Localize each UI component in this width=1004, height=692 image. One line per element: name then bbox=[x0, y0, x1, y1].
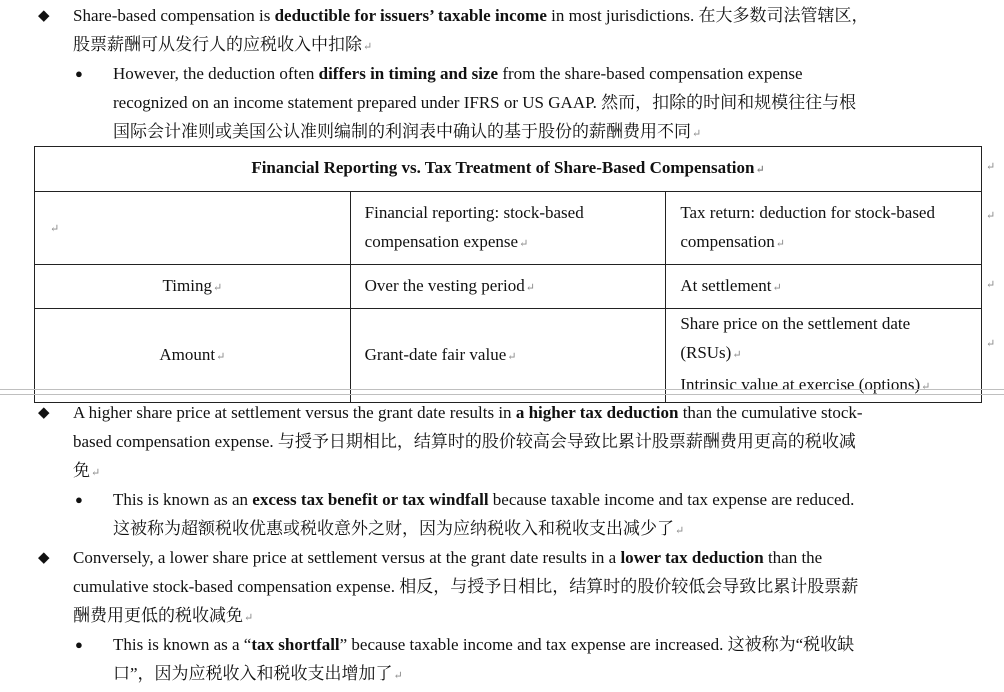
sub-paragraph-2-line-2 bbox=[113, 517, 684, 543]
paragraph-2-line-3 bbox=[73, 459, 100, 485]
paragraph-mark-icon: ↵ bbox=[216, 350, 226, 363]
text-run: However, the deduction often bbox=[113, 64, 319, 83]
paragraph-mark-icon: ↵ bbox=[50, 223, 60, 235]
paragraph-mark-icon: ↵ bbox=[212, 281, 223, 294]
paragraph-1-line-1 bbox=[73, 4, 868, 28]
comparison-table bbox=[34, 146, 982, 403]
text-run: 国际会计准则或美国公认准则编制的利润表中确认的基于股份的薪酬费用不同 bbox=[113, 122, 691, 141]
bold-text-run: lower tax deduction bbox=[620, 548, 764, 567]
row-end-mark-icon: ↵ bbox=[986, 338, 996, 350]
paragraph-mark-icon: ↵ bbox=[755, 164, 765, 176]
table-title bbox=[35, 147, 982, 192]
paragraph-3-line-2 bbox=[73, 575, 858, 599]
sub-paragraph-2-line-1 bbox=[113, 488, 854, 512]
paragraph-3-line-1 bbox=[73, 546, 822, 570]
paragraph-mark-icon: ↵ bbox=[772, 281, 782, 294]
dot-bullet-icon: ● bbox=[75, 66, 83, 81]
cell-text: Intrinsic value at exercise (options) bbox=[680, 375, 921, 394]
sub-paragraph-1-line-1 bbox=[113, 62, 803, 86]
text-run: 免 bbox=[73, 461, 90, 480]
page-break-divider bbox=[0, 389, 1004, 395]
text-run: 酬费用更低的税收减免 bbox=[73, 606, 243, 625]
bold-text-run: deductible for issuers’ taxable income bbox=[274, 6, 547, 25]
text-run: cumulative stock-based compensation expense. 相反，与授予日相比，结算时的股价较低会导致比累计股票薪 bbox=[73, 577, 859, 596]
bold-text-run: a higher tax deduction bbox=[515, 403, 679, 422]
text-run: Share-based compensation is bbox=[73, 6, 275, 25]
dot-bullet-icon: ● bbox=[75, 492, 83, 507]
row-end-mark-icon: ↵ bbox=[986, 161, 996, 173]
paragraph-2-line-1 bbox=[73, 401, 863, 425]
tax-cell bbox=[666, 265, 982, 309]
text-run: than the bbox=[763, 548, 823, 567]
text-run: 这被称为超额税收优惠或税收意外之财，因为应纳税收入和税收支出减少了 bbox=[113, 519, 674, 538]
paragraph-mark-icon: ↵ bbox=[921, 381, 931, 393]
cell-text: Share price on the settlement date (RSUs) bbox=[680, 314, 911, 362]
paragraph-mark-icon: ↵ bbox=[775, 237, 785, 250]
paragraph-mark-icon: ↵ bbox=[525, 281, 535, 294]
text-run: recognized on an income statement prepared under IFRS or US GAAP. 然而，扣除的时间和规模往往与根 bbox=[113, 93, 857, 112]
cell-text: Over the vesting period bbox=[364, 275, 525, 295]
text-run: because taxable income and tax expense are reduced. bbox=[488, 490, 855, 509]
table-row bbox=[35, 265, 982, 309]
bold-text-run: tax shortfall bbox=[251, 635, 340, 654]
sub-paragraph-1-line-3 bbox=[113, 120, 701, 146]
text-run: 口”，因为应税收入和税收支出增加了 bbox=[113, 664, 393, 683]
text-run: ” because taxable income and tax expense are increased. 这被称为“税收缺 bbox=[339, 635, 855, 654]
paragraph-mark-icon: ↵ bbox=[393, 670, 403, 682]
paragraph-mark-icon: ↵ bbox=[519, 237, 529, 250]
bold-text-run: differs in timing and size bbox=[318, 64, 499, 83]
paragraph-2-line-2 bbox=[73, 430, 856, 454]
dot-bullet-icon: ● bbox=[75, 637, 83, 652]
text-run: This is known as an bbox=[113, 490, 253, 509]
header-text: Financial reporting: stock-based compensation expense bbox=[364, 202, 584, 251]
text-run: than the cumulative stock- bbox=[678, 403, 863, 422]
bold-text-run: excess tax benefit or tax windfall bbox=[252, 490, 489, 509]
text-run: Conversely, a lower share price at settlement versus at the grant date results in a bbox=[73, 548, 621, 567]
row-end-mark-icon: ↵ bbox=[986, 210, 996, 222]
sub-paragraph-1-line-2 bbox=[113, 91, 856, 115]
text-run: in most jurisdictions. 在大多数司法管辖区， bbox=[546, 6, 869, 25]
row-label: Timing bbox=[162, 275, 212, 295]
paragraph-1-line-2 bbox=[73, 33, 372, 59]
table-header-row bbox=[35, 192, 982, 265]
paragraph-mark-icon: ↵ bbox=[507, 350, 517, 363]
text-run: from the share-based compensation expense bbox=[498, 64, 803, 83]
row-label: Amount bbox=[159, 344, 216, 364]
table-header-empty-cell bbox=[35, 192, 351, 265]
paragraph-mark-icon: ↵ bbox=[91, 467, 101, 479]
sub-paragraph-3-line-2 bbox=[113, 662, 403, 688]
diamond-bullet-icon: ◆ bbox=[38, 550, 50, 566]
cell-text: At settlement bbox=[680, 275, 772, 295]
table-title-text: Financial Reporting vs. Tax Treatment of Share-Based Compensation bbox=[251, 158, 755, 177]
paragraph-mark-icon: ↵ bbox=[244, 612, 254, 624]
paragraph-mark-icon: ↵ bbox=[363, 41, 373, 53]
paragraph-mark-icon: ↵ bbox=[692, 128, 702, 140]
text-run: This is known as a “ bbox=[113, 635, 252, 654]
text-run: 股票薪酬可从发行人的应税收入中扣除 bbox=[73, 35, 362, 54]
row-end-mark-icon: ↵ bbox=[986, 279, 996, 291]
financial-cell bbox=[350, 265, 666, 309]
paragraph-mark-icon: ↵ bbox=[675, 525, 685, 537]
text-run: based compensation expense. 与授予日期相比，结算时的股价较高会导致比累计股票薪酬费用更高的税收减 bbox=[73, 432, 856, 451]
sub-paragraph-3-line-1 bbox=[113, 633, 854, 657]
table-title-row bbox=[35, 147, 982, 192]
row-label-cell bbox=[35, 265, 351, 309]
diamond-bullet-icon: ◆ bbox=[38, 8, 50, 24]
diamond-bullet-icon: ◆ bbox=[38, 405, 50, 421]
text-run: A higher share price at settlement versus the grant date results in bbox=[73, 403, 516, 422]
cell-text: Grant-date fair value bbox=[364, 344, 507, 364]
table-header-financial bbox=[350, 192, 666, 265]
table-header-tax bbox=[666, 192, 982, 265]
header-text: Tax return: deduction for stock-based compensation bbox=[680, 202, 935, 251]
paragraph-3-line-3 bbox=[73, 604, 253, 630]
paragraph-mark-icon: ↵ bbox=[732, 349, 742, 361]
